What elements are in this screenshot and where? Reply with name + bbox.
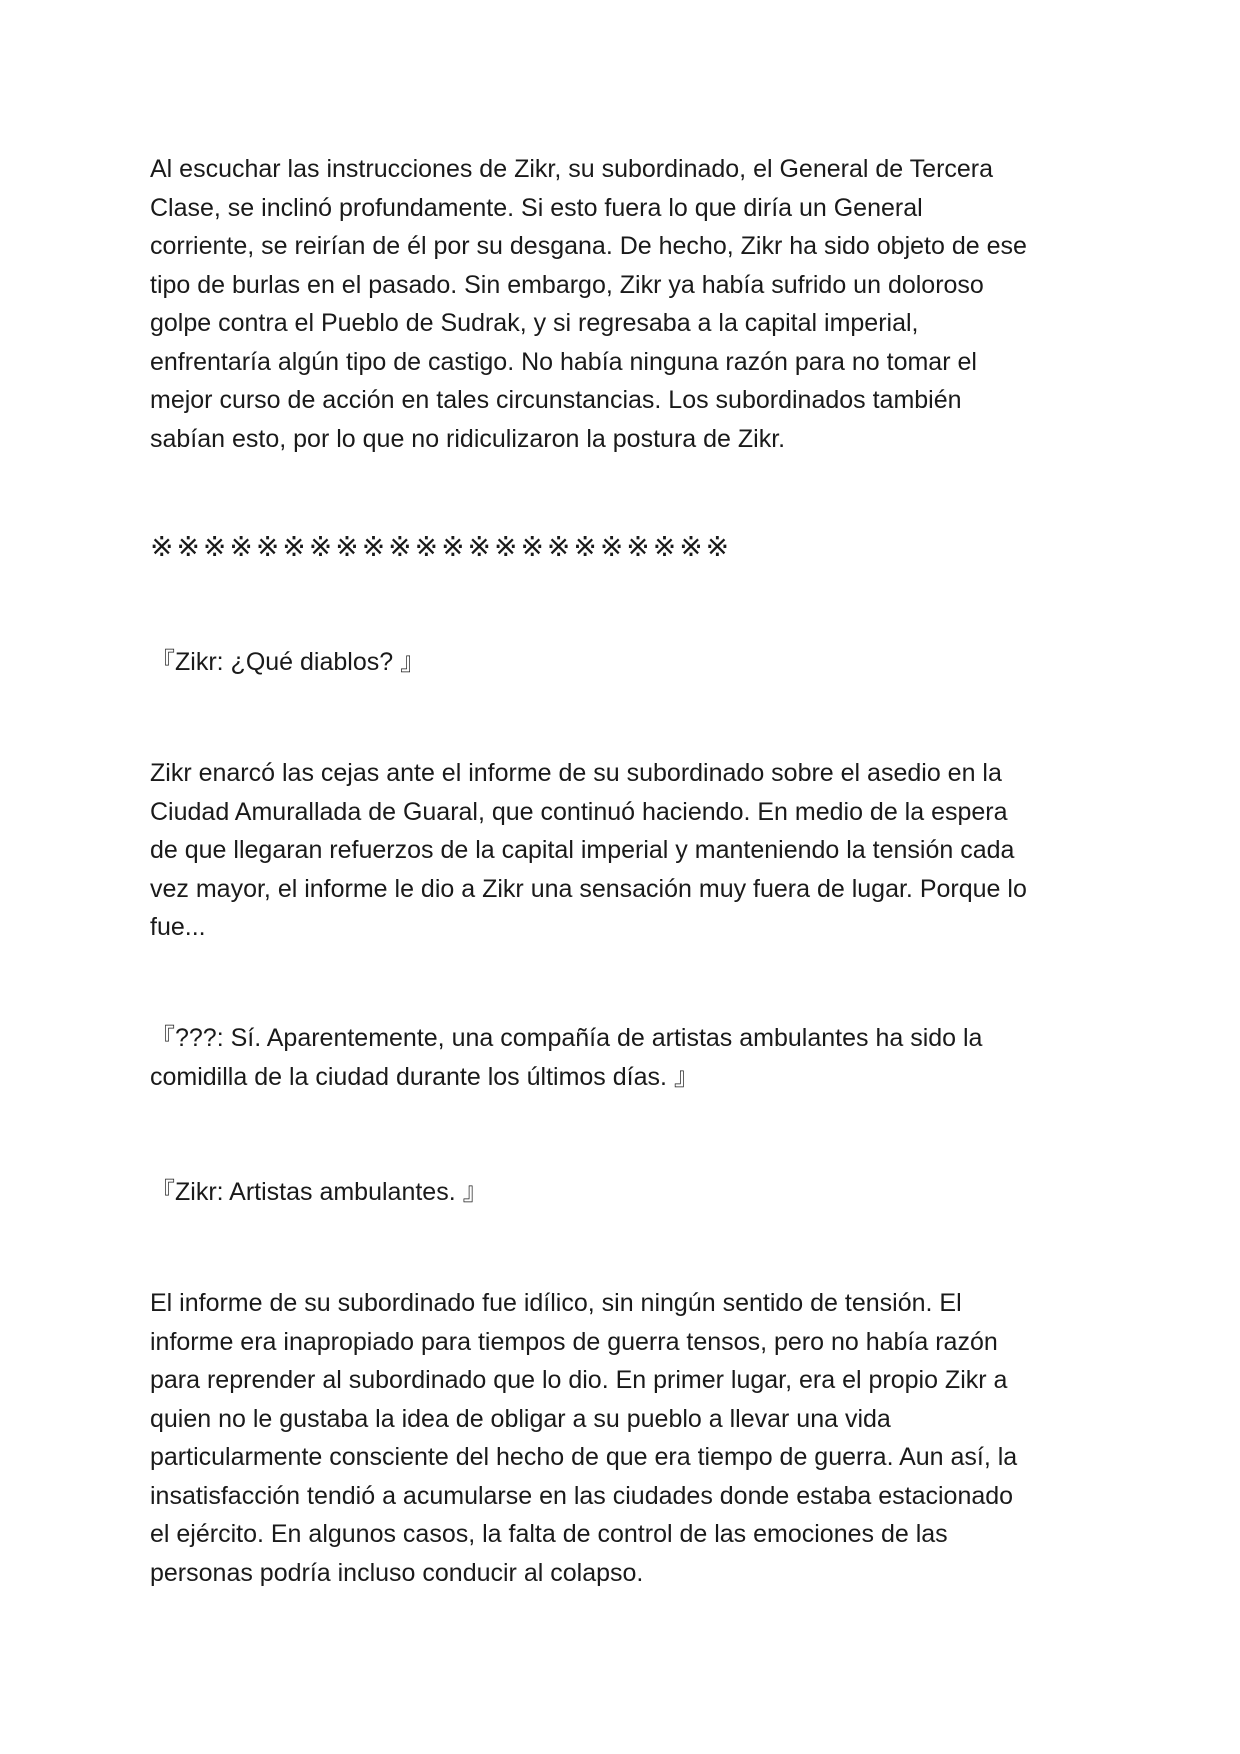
paragraph-3: El informe de su subordinado fue idílico, sin ningún sentido de tensión. El informe era inapropiado para tiempos de guerra tensos, pero no había razón para reprender al subordinado que lo dio. En primer lugar, era el propio Zikr a quien no le gustaba la idea de obligar a su pueblo a llevar una vida particularmente consciente del hecho de que era tiempo de guerra. Aun así, la insatisfacción tendió a acumularse en las ciudades donde estaba estacionado el ejército. En algunos casos, la falta de control de las emociones de las personas podría incluso conducir al colapso. xyxy=(150,1289,1018,1587)
dialogue-line-2: 『???: Sí. Aparentemente, una compañía de artistas ambulantes ha sido la comidilla de la ciudad durante los últimos días. 』 xyxy=(150,1024,983,1091)
dialogue-line-3: 『Zikr: Artistas ambulantes. 』 xyxy=(150,1178,488,1206)
paragraph-1: Al escuchar las instrucciones de Zikr, su subordinado, el General de Tercera Clase, se inclinó profundamente. Si esto fuera lo que diría un General corriente, se reirían de él por su desgana. De hecho, Zikr ha sido objeto de ese tipo de burlas en el pasado. Sin embargo, Zikr ya había sufrido un doloroso golpe contra el Pueblo de Sudrak, y si regresaba a la capital imperial, enfrentaría algún tipo de castigo. No había ninguna razón para no tomar el mejor curso de acción en tales circunstancias. Los subordinados también sabían esto, por lo que no ridiculizaron la postura de Zikr. xyxy=(150,155,1027,453)
dialogue-line-1: 『Zikr: ¿Qué diablos? 』 xyxy=(150,648,426,676)
section-separator: ※※※※※※※※※※※※※※※※※※※※※※ xyxy=(150,530,733,563)
paragraph-2: Zikr enarcó las cejas ante el informe de su subordinado sobre el asedio en la Ciudad Amurallada de Guaral, que continuó haciendo. En medio de la espera de que llegaran refuerzos de la capital imperial y manteniendo la tensión cada vez mayor, el informe le dio a Zikr una sensación muy fuera de lugar. Porque lo fue... xyxy=(150,759,1027,941)
